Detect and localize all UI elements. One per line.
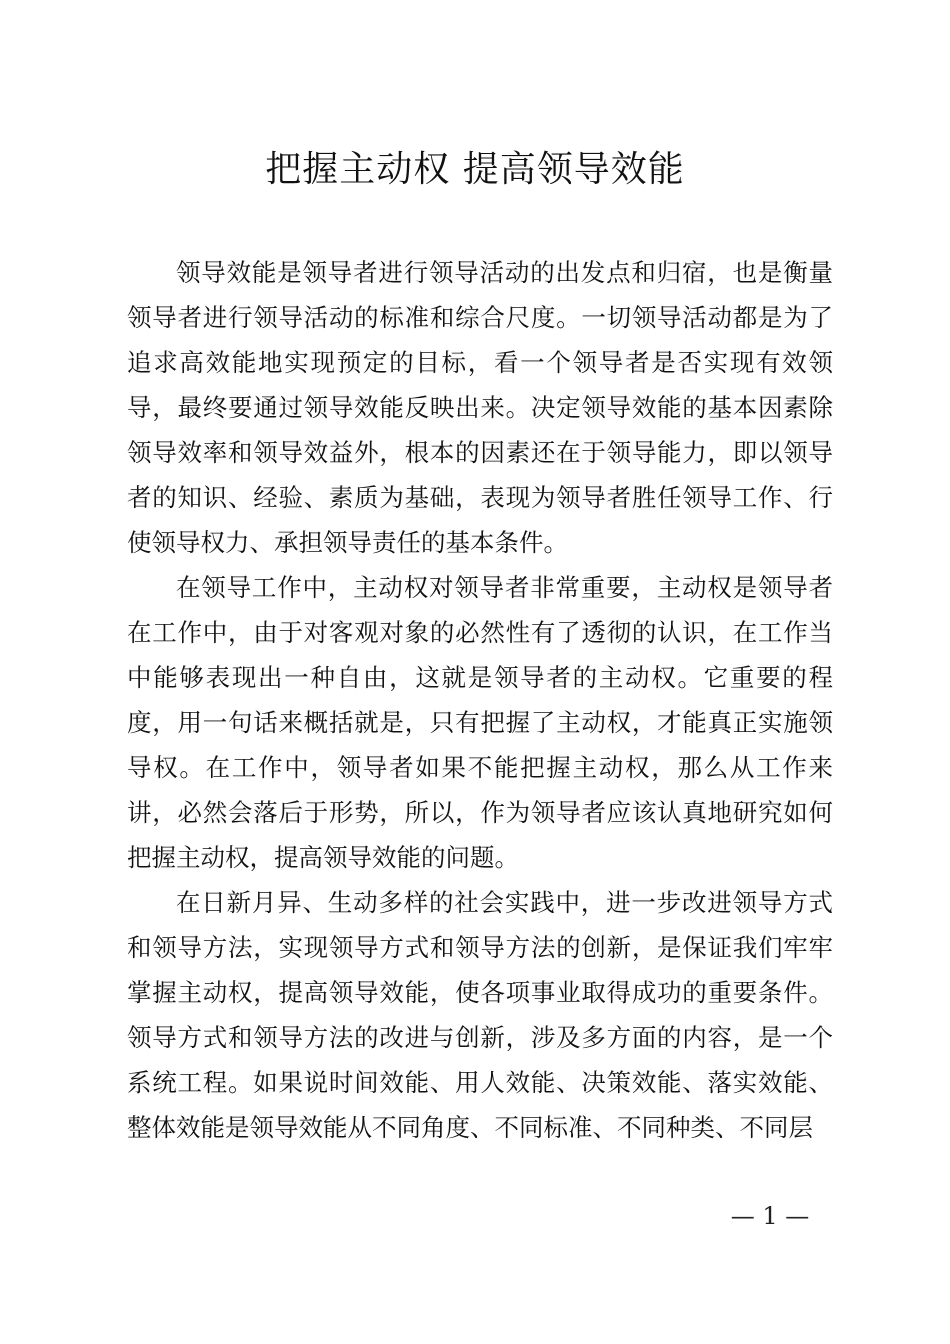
document-body	[127, 250, 833, 1150]
document-title: 把握主动权 提高领导效能	[265, 149, 685, 190]
paragraph-3: 在日新月异、生动多样的社会实践中，进一步改进领导方式和领导方法，实现领导方式和领导方法的创新，是保证我们牢牢掌握主动权，提高领导效能，使各项事业取得成功的重要条件。领导方式和领导方法的改进与创新，涉及多方面的内容，是一个系统工程。如果说时间效能、用人效能、决策效能、落实效能、整体效能是领导效能从不同角度、不同标准、不同种类、不同层	[127, 888, 833, 1142]
paragraph-2: 在领导工作中，主动权对领导者非常重要，主动权是领导者在工作中，由于对客观对象的必然性有了透彻的认识，在工作当中能够表现出一种自由，这就是领导者的主动权。它重要的程度，用一句话来概括就是，只有把握了主动权，才能真正实施领导权。在工作中，领导者如果不能把握主动权，那么从工作来讲，必然会落后于形势，所以，作为领导者应该认真地研究如何把握主动权，提高领导效能的问题。	[127, 573, 833, 872]
page-number: — 1 —	[730, 1202, 810, 1230]
paragraph-1: 领导效能是领导者进行领导活动的出发点和归宿，也是衡量领导者进行领导活动的标准和综合尺度。一切领导活动都是为了追求高效能地实现预定的目标，看一个领导者是否实现有效领导，最终要通过领导效能反映出来。决定领导效能的基本因素除领导效率和领导效益外，根本的因素还在于领导能力，即以领导者的知识、经验、素质为基础，表现为领导者胜任领导工作、行使领导权力、承担领导责任的基本条件。	[127, 258, 833, 557]
